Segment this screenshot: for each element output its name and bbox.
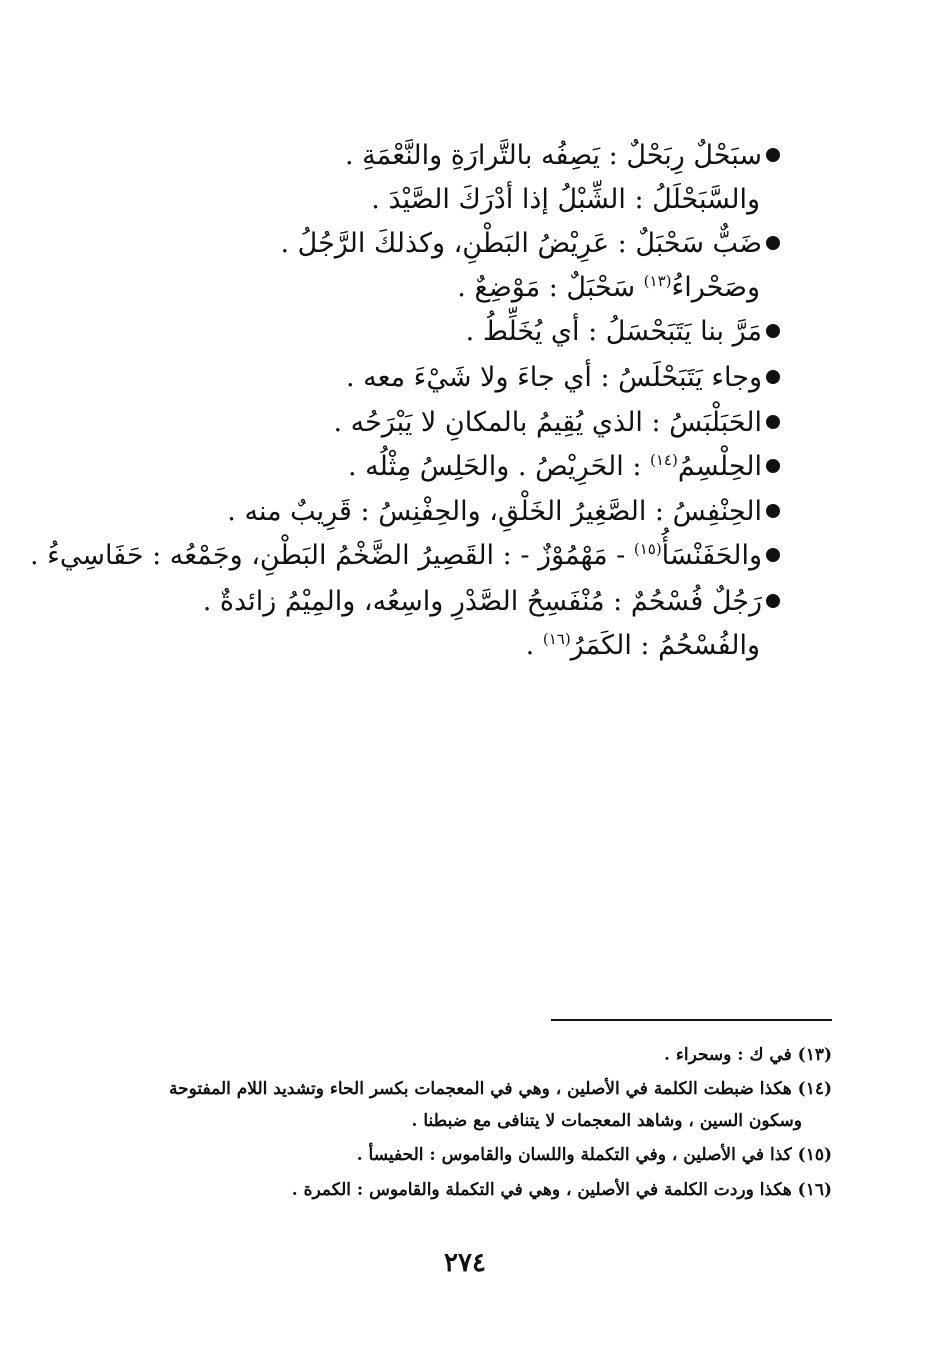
entry-text: والحَفَنْسَأُ xyxy=(661,540,762,571)
entry-line xyxy=(203,582,780,622)
entry-text: رَجُلٌ فُسْحُمٌ : مُنْفَسِحُ الصَّدْرِ واسِعُه، والمِيْمُ زائدةٌ . xyxy=(202,586,762,617)
bullet-icon xyxy=(766,459,780,473)
entry-text: الحِلْسِمُ xyxy=(677,451,762,482)
footnote xyxy=(664,1040,832,1070)
footnote xyxy=(412,1106,803,1136)
entry-text: - مَهْمُوْزٌ - : القَصِيرُ الضَّخْمُ البَطْنِ، وجَمْعُه : حَفَاسِيءُ . xyxy=(29,540,634,571)
entry-text: سَحْبَلٌ : مَوْضِعٌ . xyxy=(457,272,644,303)
footnote-text: وسكون السين ، وشاهد المعجمات لا يتنافى مع ضبطنا . xyxy=(411,1111,802,1131)
entry-text: الحَبَلْبَسُ : الذي يُقِيمُ بالمكانِ لا يَبْرَحُه . xyxy=(333,407,762,438)
entry-line xyxy=(333,403,780,443)
entry-text: ضَبٌّ سَحْبَلٌ : عَرِيْضُ البَطْنِ، وكذلكَ الرَّجُلُ . xyxy=(280,228,762,259)
footnote-marker: (١٣) xyxy=(643,272,672,290)
entry-text: والفُسْحُمُ : الكَمَرُ xyxy=(570,630,760,661)
bullet-icon xyxy=(766,148,780,162)
bullet-icon xyxy=(766,370,780,384)
entry-text: وصَحْراءُ xyxy=(671,272,760,303)
entry-line xyxy=(346,358,780,398)
entry-line xyxy=(466,312,780,352)
footnote-marker: (١٦) xyxy=(542,630,571,648)
footnote-marker: (١٤) xyxy=(650,451,678,469)
page-number: ٢٧٤ xyxy=(444,1248,486,1278)
footnote-text: (١٣) في ك : وسحراء . xyxy=(664,1045,832,1065)
entry-line xyxy=(280,224,780,264)
entry-line xyxy=(345,136,780,176)
footnote-text: (١٦) هكذا وردت الكلمة في الأصلين ، وهي في التكملة والقاموس : الكمرة . xyxy=(291,1180,832,1200)
bullet-icon xyxy=(766,594,780,608)
entry-text: والسَّبَحْلَلُ : الشِّبْلُ إذا أدْرَكَ الصَّيْدَ . xyxy=(371,184,760,215)
bullet-icon xyxy=(766,324,780,338)
entry-text: مَرَّ بنا يَتَبَحْسَلُ : أي يُخَلِّطُ . xyxy=(465,316,762,347)
entry-line xyxy=(457,268,760,308)
footnote-text: (١٤) هكذا ضبطت الكلمة في الأصلين ، وهي في المعجمات بكسر الحاء وتشديد اللام المفتوحة xyxy=(168,1079,832,1099)
entry-text: سبَحْلٌ رِبَحْلٌ : يَصِفُه بالتَّرارَةِ والنَّعْمَةِ . xyxy=(344,140,762,171)
entry-line xyxy=(30,536,780,576)
entry-line xyxy=(348,447,780,487)
entry-text: الحِنْفِسُ : الصَّغِيرُ الخَلْقِ، والحِفْنِسُ : قَرِيبٌ منه . xyxy=(227,496,762,527)
bullet-icon xyxy=(766,548,780,562)
footnote-divider xyxy=(551,1019,832,1021)
footnote-marker: (١٥) xyxy=(633,540,662,558)
bullet-icon xyxy=(766,236,780,250)
bullet-icon xyxy=(766,415,780,429)
footnote-text: (١٥) كذا في الأصلين ، وفي التكملة واللسان والقاموس : الحفيسأ . xyxy=(356,1145,832,1165)
footnote xyxy=(292,1175,832,1205)
entry-text: . xyxy=(525,630,543,661)
entry-line xyxy=(371,180,760,220)
entry-text: : الحَرِيْصُ . والحَلِسُ مِثْلُه . xyxy=(348,451,650,482)
entry-line xyxy=(227,492,780,532)
entry-line xyxy=(526,626,760,666)
footnote xyxy=(357,1140,832,1170)
entry-text: وجاء يَتَبَحْلَسُ : أي جاءَ ولا شَيْءَ معه . xyxy=(345,362,762,393)
bullet-icon xyxy=(766,504,780,518)
footnote xyxy=(169,1074,832,1104)
